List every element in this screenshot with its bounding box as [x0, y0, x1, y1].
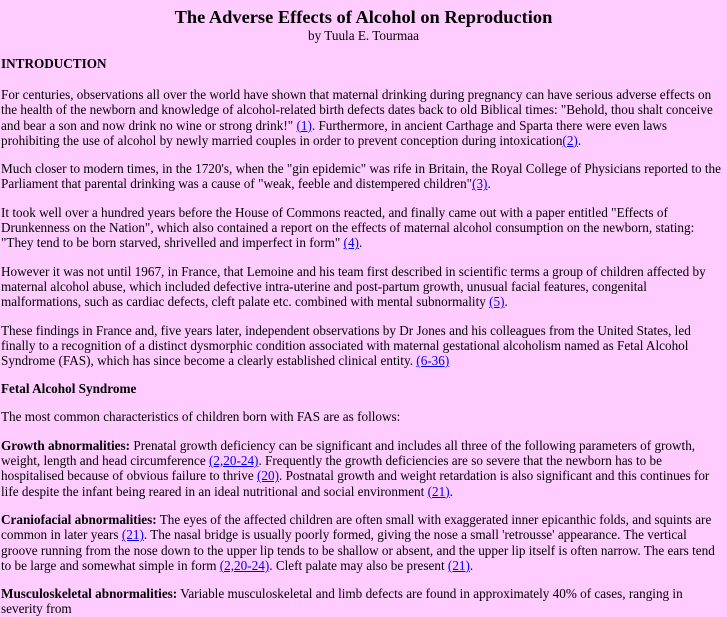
- document-page: [0, 7, 727, 617]
- paragraph-text: .: [469, 557, 474, 573]
- reference-link-1[interactable]: (1): [296, 117, 312, 133]
- paragraph-text: .: [487, 176, 491, 192]
- paragraph-text: . The nasal bridge is usually poorly formed, giving the nose a small 'retrousse' appearance. The vertical groove running from the nose down to the upper lip tends to be shallow or absent, and the upper lip itself is often narrow. The ears tend to be large and somewhat simple in form: [1, 527, 715, 573]
- paragraph-6: The most common characteristics of children born with FAS are as follows:: [1, 409, 401, 425]
- reference-link-6-36[interactable]: (6-36): [416, 353, 450, 369]
- paragraph-text: Variable musculoskeletal and limb defects are found in approximately 40% of cases, ranging in severity from: [1, 586, 683, 617]
- paragraph-growth: [0, 438, 723, 499]
- reference-link-21[interactable]: (21): [447, 557, 470, 573]
- paragraph-musculoskeletal: [0, 586, 723, 617]
- paragraph-3: [0, 205, 723, 251]
- musculoskeletal-label: Musculoskeletal abnormalities:: [1, 586, 178, 602]
- reference-link-21[interactable]: (21): [121, 527, 144, 543]
- paragraph-text: These findings in France and, five years later, independent observations by Dr Jones and his colleagues from the United States, led finally to a recognition of a distinct dysmorphic condition associated with maternal gestational alcoholism named as Fetal Alcohol Syndrome (FAS), which has since become a clearly established clinical entity.: [1, 322, 691, 369]
- paragraph-text: However it was not until 1967, in France, that Lemoine and his team first described in scientific terms a group of children affected by maternal alcohol abuse, which included defective intra-uterine and post-partum growth, unusual facial features, congenital malformations, such as cardiac defects, cleft palate etc. combined with mental subnormality: [1, 263, 706, 310]
- paragraph-text: The eyes of the affected children are often small with exaggerated inner epicanthic folds, and squints are common in later years: [1, 511, 712, 543]
- paragraph-text: Much closer to modern times, in the 1720's, when the "gin epidemic" was rife in Britain, the Royal College of Physicians reported to the Parliament that parental drinking was a cause of "weak, feeble and distempered children": [1, 161, 721, 192]
- craniofacial-label: Craniofacial abnormalities:: [1, 511, 157, 527]
- section-heading-introduction: INTRODUCTION: [1, 56, 107, 71]
- reference-link-21[interactable]: (21): [427, 483, 450, 499]
- section-heading-fas: Fetal Alcohol Syndrome: [1, 381, 137, 397]
- paragraph-text: . Postnatal growth and weight retardation is also significant and this continues for life despite the infant being reared in an ideal nutritional and social environment: [1, 468, 710, 499]
- paragraph-5: [0, 323, 723, 369]
- reference-link-20[interactable]: (20): [257, 468, 279, 484]
- paragraph-4: [0, 264, 723, 310]
- reference-link-2-20-24[interactable]: (2,20-24): [219, 557, 270, 573]
- reference-link-5[interactable]: (5): [489, 294, 505, 310]
- page-title: The Adverse Effects of Alcohol on Reproduction: [174, 7, 553, 27]
- paragraph-1: [0, 87, 723, 148]
- paragraph-text: . Cleft palate may also be present: [269, 557, 448, 573]
- reference-link-3[interactable]: (3): [472, 176, 488, 192]
- reference-link-2-20-24[interactable]: (2,20-24): [208, 453, 259, 469]
- paragraph-text: .: [577, 132, 582, 148]
- paragraph-text: . Frequently the growth deficiencies are so severe that the newborn has to be hospitalised because of obvious failure to thrive: [1, 453, 662, 484]
- paragraph-text: .: [504, 294, 508, 310]
- paragraph-text: .: [358, 235, 363, 251]
- paragraph-2: [0, 161, 723, 192]
- author-byline: by Tuula E. Tourmaa: [308, 28, 419, 43]
- paragraph-craniofacial: [0, 512, 723, 573]
- paragraph-text: .: [449, 483, 453, 499]
- growth-label: Growth abnormalities:: [1, 437, 131, 453]
- paragraph-text: Prenatal growth deficiency can be significant and includes all three of the following parameters of growth, weight, length and head circumference: [1, 437, 696, 469]
- reference-link-2[interactable]: (2): [562, 132, 578, 148]
- paragraph-text: It took well over a hundred years before the House of Commons reacted, and finally came out with a paper entitled "Effects of Drunkenness on the Nation", which also contained a report on the effects of maternal alcohol consumption on the newborn, stating: "They tend to be born starved, shrivelled and imperfect in form": [1, 204, 695, 251]
- reference-link-4[interactable]: (4): [343, 235, 359, 251]
- paragraph-text: For centuries, observations all over the world have shown that maternal drinking during pregnancy can have serious adverse effects on the health of the newborn and knowledge of alcohol-related birth defects dates back to old Biblical times: "Behold, thou shalt conceive and bear a son and now drink no wine or strong drink!": [1, 87, 713, 133]
- paragraph-text: . Furthermore, in ancient Carthage and Sparta there were even laws prohibiting the use of alcohol by newly married couples in order to prevent conception during intoxication: [1, 117, 668, 148]
